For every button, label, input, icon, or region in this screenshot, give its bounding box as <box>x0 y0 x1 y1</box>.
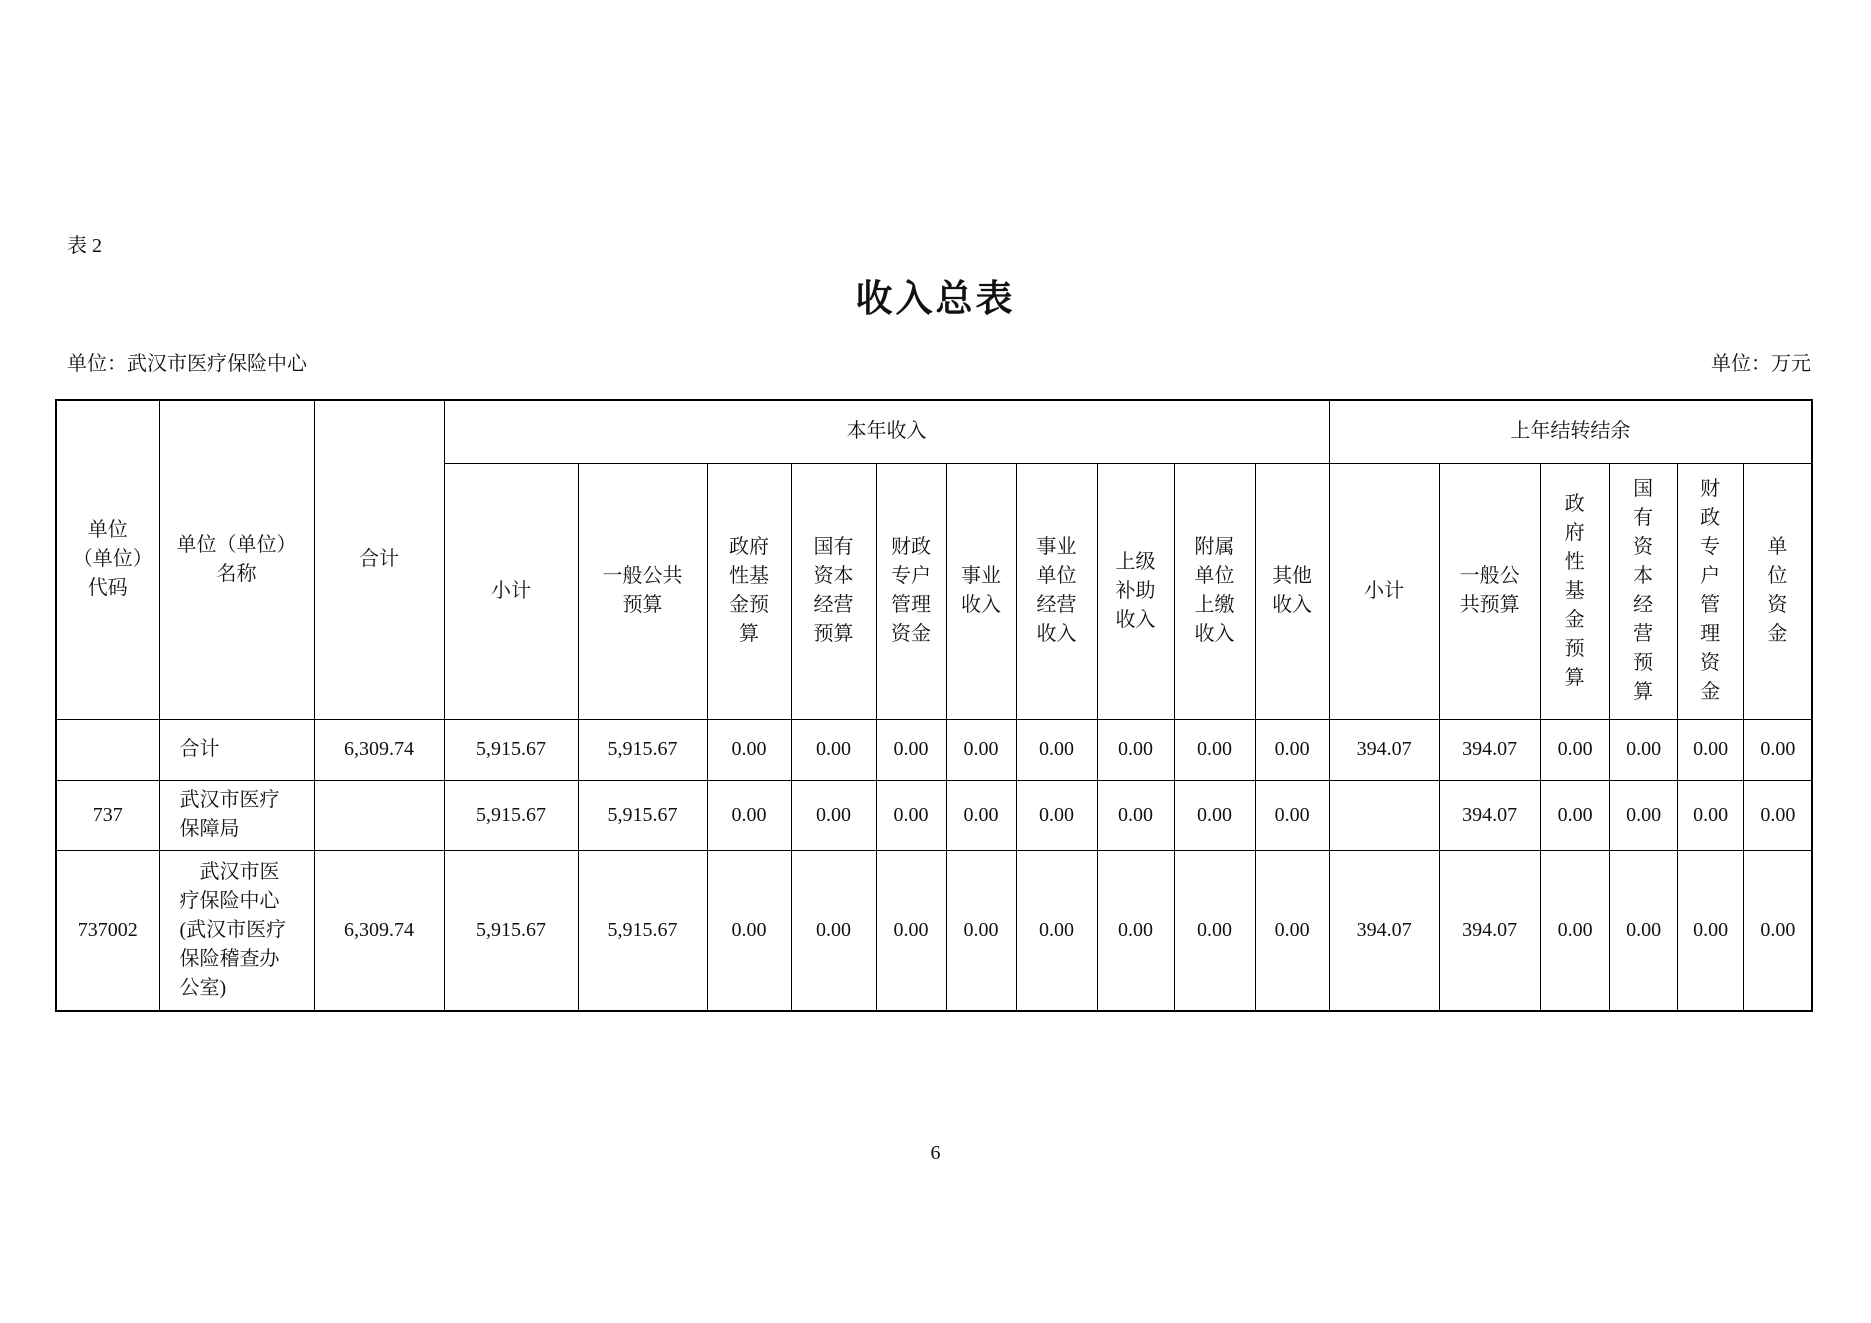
subheader-co-state-capital-budget <box>1609 463 1677 719</box>
subheader-co-fiscal-account-funds <box>1677 463 1743 719</box>
cell-cy-general-public: 5,915.67 <box>578 780 707 850</box>
table-row-737 <box>56 780 1812 850</box>
cell-co-fiscal-account <box>1677 780 1743 850</box>
group-header-current-year: 本年收入 <box>444 400 1329 463</box>
cell-cy-gov-fund: 0.00 <box>707 780 791 850</box>
cell-value: 0.00 <box>1626 803 1662 826</box>
cell-name-text: 武汉市医疗保障局 <box>179 789 280 840</box>
income-summary-table <box>55 399 1813 1012</box>
subheader-cy-fiscal-account-funds <box>876 463 946 719</box>
cell-cy-other-income: 0.00 <box>1255 719 1329 780</box>
subheader-co-subtotal: 小计 <box>1329 463 1439 719</box>
cell-cy-operating-income: 0.00 <box>1016 719 1097 780</box>
subheader-cy-operating-income <box>1016 463 1097 719</box>
cell-cy-subtotal: 5,915.67 <box>444 719 578 780</box>
cell-code: 737 <box>56 780 159 850</box>
cell-value: 0.00 <box>1760 918 1796 941</box>
subheader-cy-state-capital-budget <box>791 463 876 719</box>
cell-cy-state-capital: 0.00 <box>791 850 876 1011</box>
cell-co-unit-funds <box>1743 780 1812 850</box>
cell-co-state-capital <box>1609 780 1677 850</box>
cell-cy-gov-fund: 0.00 <box>707 719 791 780</box>
table-number-label: 表 2 <box>67 235 102 257</box>
cell-total: 6,309.74 <box>314 719 444 780</box>
cell-value: 0.00 <box>1557 738 1593 760</box>
cell-value: 0.00 <box>1693 803 1729 826</box>
cell-co-general-public: 394.07 <box>1439 780 1540 850</box>
col-header-name <box>159 400 314 719</box>
subheader-label: 事业单位经营收入 <box>1036 536 1077 645</box>
subheader-cy-subordinate-remittance <box>1174 463 1255 719</box>
cell-value: 0.00 <box>1760 738 1796 760</box>
cell-code <box>56 719 159 780</box>
subheader-label: 国有资本经营预算 <box>813 536 854 645</box>
cell-value: 0.00 <box>1626 738 1662 760</box>
cell-co-gov-fund <box>1540 719 1609 780</box>
cell-cy-fiscal-account: 0.00 <box>876 850 946 1011</box>
cell-co-gov-fund <box>1540 780 1609 850</box>
unit-line <box>67 352 1811 376</box>
subheader-label: 政府性基金预算 <box>729 536 769 645</box>
cell-co-general-public: 394.07 <box>1439 850 1540 1011</box>
cell-cy-state-capital: 0.00 <box>791 780 876 850</box>
cell-co-subtotal: 394.07 <box>1329 850 1439 1011</box>
table-row-737002 <box>56 850 1812 1011</box>
cell-code: 737002 <box>56 850 159 1011</box>
subheader-cy-superior-subsidy <box>1097 463 1174 719</box>
cell-cy-fiscal-account: 0.00 <box>876 780 946 850</box>
cell-value: 0.00 <box>1557 918 1593 941</box>
col-header-code-label: 单位（单位）代码 <box>72 519 143 600</box>
unit-currency-label: 单位：万元 <box>1711 353 1811 375</box>
subheader-cy-business-income <box>946 463 1016 719</box>
cell-name <box>159 780 314 850</box>
cell-co-gov-fund <box>1540 850 1609 1011</box>
cell-cy-gov-fund: 0.00 <box>707 850 791 1011</box>
cell-co-fiscal-account <box>1677 719 1743 780</box>
cell-cy-subordinate-remittance: 0.00 <box>1174 719 1255 780</box>
cell-cy-general-public: 5,915.67 <box>578 719 707 780</box>
subheader-label: 事业收入 <box>961 565 1001 616</box>
cell-name <box>159 719 314 780</box>
subheader-label: 财政专户管理资金 <box>891 536 931 645</box>
subheader-label: 单位资金 <box>1767 536 1788 645</box>
cell-cy-fiscal-account: 0.00 <box>876 719 946 780</box>
page-title: 收入总表 <box>855 278 1016 319</box>
page-number: 6 <box>930 1142 941 1164</box>
cell-cy-superior-subsidy: 0.00 <box>1097 719 1174 780</box>
subheader-co-general-public-budget <box>1439 463 1540 719</box>
cell-co-state-capital <box>1609 719 1677 780</box>
cell-value: 0.00 <box>1760 803 1796 826</box>
cell-cy-business-income: 0.00 <box>946 780 1016 850</box>
cell-co-subtotal <box>1329 780 1439 850</box>
cell-cy-business-income: 0.00 <box>946 850 1016 1011</box>
cell-cy-general-public: 5,915.67 <box>578 850 707 1011</box>
subheader-label: 国有资本经营预算 <box>1633 478 1654 703</box>
cell-name-text: 武汉市医疗保险中心(武汉市医疗保险稽查办公室) <box>179 860 287 999</box>
cell-cy-subordinate-remittance: 0.00 <box>1174 780 1255 850</box>
cell-name-text: 合计 <box>179 738 220 761</box>
subheader-label: 上级补助收入 <box>1115 550 1156 631</box>
col-header-total: 合计 <box>314 400 444 719</box>
cell-name <box>159 850 314 1011</box>
cell-co-unit-funds <box>1743 719 1812 780</box>
cell-cy-superior-subsidy: 0.00 <box>1097 780 1174 850</box>
table-row-total <box>56 719 1812 780</box>
subheader-label: 其他收入 <box>1272 565 1313 616</box>
col-header-code <box>56 400 159 719</box>
subheader-co-unit-funds <box>1743 463 1812 719</box>
cell-value: 0.00 <box>1693 738 1729 760</box>
unit-name-label: 单位：武汉市医疗保险中心 <box>67 353 307 375</box>
cell-cy-subordinate-remittance: 0.00 <box>1174 850 1255 1011</box>
subheader-label: 一般公共预算 <box>1459 565 1520 616</box>
group-header-carryover: 上年结转结余 <box>1329 400 1812 463</box>
cell-value: 0.00 <box>1557 803 1593 826</box>
cell-value: 0.00 <box>1693 918 1729 941</box>
cell-total: 6,309.74 <box>314 850 444 1011</box>
cell-cy-operating-income: 0.00 <box>1016 850 1097 1011</box>
cell-cy-subtotal: 5,915.67 <box>444 850 578 1011</box>
subheader-cy-other-income <box>1255 463 1329 719</box>
cell-total <box>314 780 444 850</box>
subheader-cy-subtotal: 小计 <box>444 463 578 719</box>
cell-cy-subtotal: 5,915.67 <box>444 780 578 850</box>
subheader-cy-gov-fund-budget <box>707 463 791 719</box>
subheader-label: 一般公共预算 <box>602 565 683 616</box>
header-row-groups <box>56 400 1812 463</box>
cell-cy-superior-subsidy: 0.00 <box>1097 850 1174 1011</box>
subheader-label: 附属单位上缴收入 <box>1194 536 1235 645</box>
cell-cy-state-capital: 0.00 <box>791 719 876 780</box>
cell-cy-business-income: 0.00 <box>946 719 1016 780</box>
cell-cy-operating-income: 0.00 <box>1016 780 1097 850</box>
cell-co-general-public: 394.07 <box>1439 719 1540 780</box>
subheader-co-gov-fund-budget <box>1540 463 1609 719</box>
cell-co-state-capital <box>1609 850 1677 1011</box>
cell-co-fiscal-account <box>1677 850 1743 1011</box>
cell-value: 0.00 <box>1626 918 1662 941</box>
cell-cy-other-income: 0.00 <box>1255 780 1329 850</box>
cell-co-subtotal: 394.07 <box>1329 719 1439 780</box>
subheader-cy-general-public-budget <box>578 463 707 719</box>
subheader-label: 政府性基金预算 <box>1564 492 1585 689</box>
cell-cy-other-income: 0.00 <box>1255 850 1329 1011</box>
cell-co-unit-funds <box>1743 850 1812 1011</box>
col-header-name-label: 单位（单位）名称 <box>176 533 297 585</box>
subheader-label: 财政专户管理资金 <box>1700 478 1721 703</box>
